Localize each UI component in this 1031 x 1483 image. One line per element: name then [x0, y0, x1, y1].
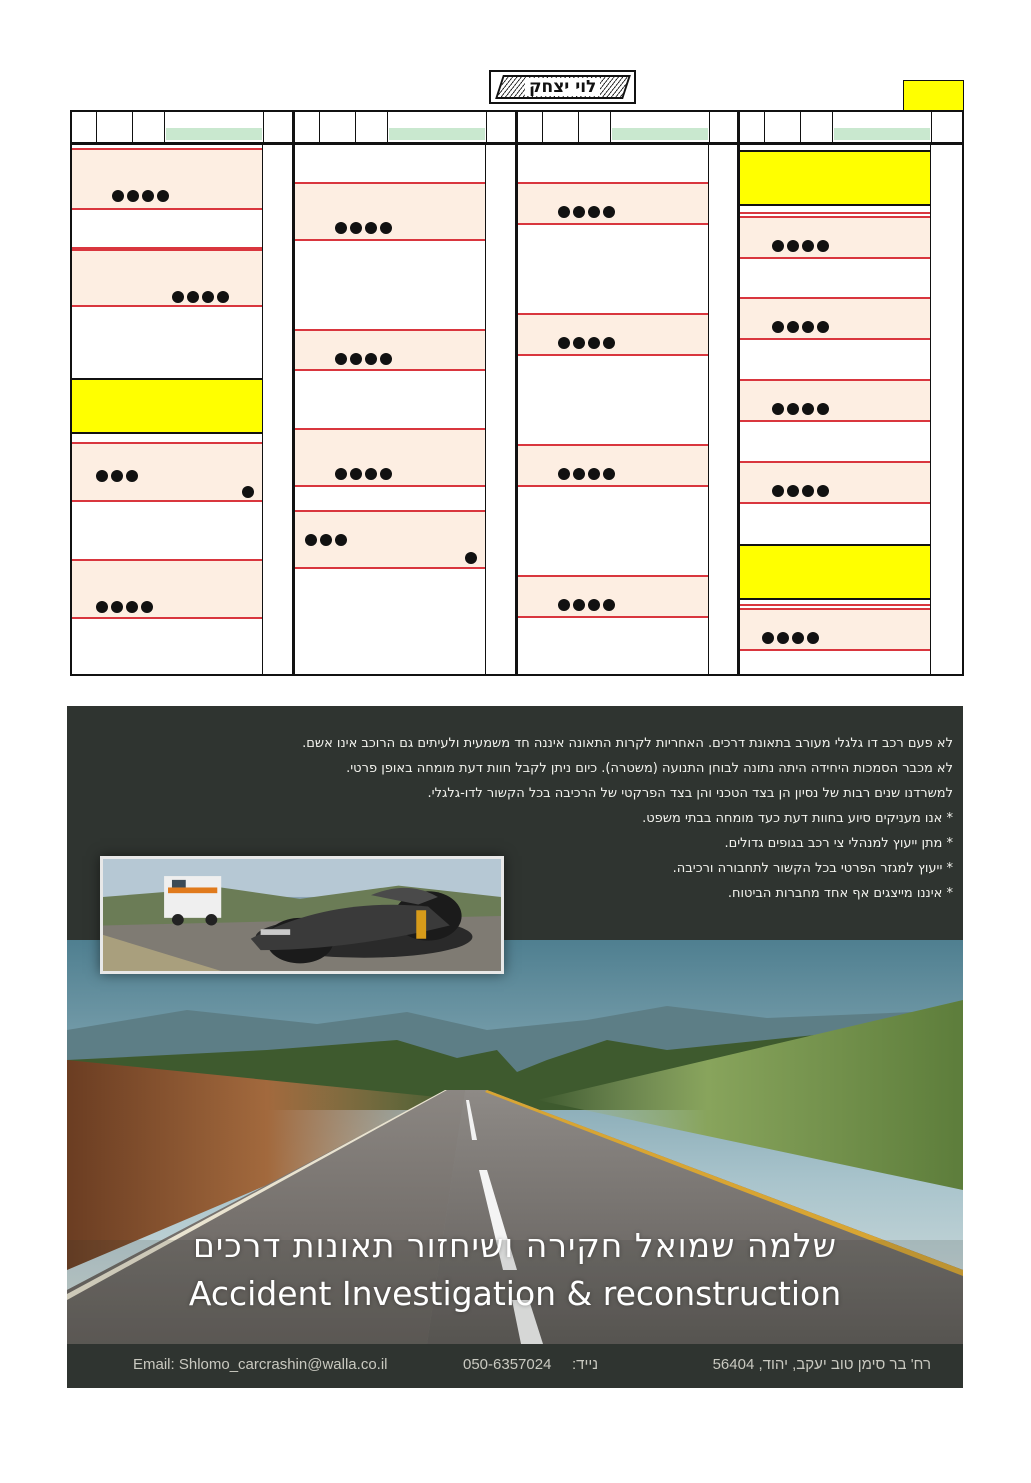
- schedule-row: [740, 297, 930, 340]
- highlight-row: [72, 378, 262, 434]
- marker-dots: [305, 534, 347, 546]
- board-column-1: [72, 112, 292, 674]
- ad-contact-footer: [67, 1344, 963, 1388]
- schedule-row: [518, 575, 708, 618]
- board-column-4: [740, 112, 962, 674]
- marker-dots: [96, 601, 153, 613]
- schedule-row: [72, 442, 262, 502]
- header-green-cell: [612, 128, 708, 140]
- marker-dots: [112, 190, 169, 202]
- marker-dots: [762, 632, 819, 644]
- ad-paragraph-line: לא פעם רכב דו גלגלי מעורב בתאונת דרכים. האחריות לקרות התאונה איננה חד משמעית ולעיתים גם הרוכב אינו אשם.: [302, 736, 953, 751]
- schedule-row: [72, 148, 262, 210]
- logo-text: לוי יצחק: [525, 78, 600, 96]
- marker-dots: [772, 403, 829, 415]
- advertisement: [67, 706, 963, 1388]
- marker-dot: [465, 552, 477, 564]
- schedule-row: [295, 510, 485, 569]
- schedule-row: [295, 428, 485, 487]
- marker-dot: [242, 486, 254, 498]
- marker-dots: [772, 485, 829, 497]
- ad-bullet: * איננו מייצגים אף אחד מחברות הביטוח.: [727, 886, 953, 901]
- marker-dots: [335, 222, 392, 234]
- ad-bullet: * מתן ייעוץ למנהלי צי רכב בגופים גדולים.: [724, 836, 953, 851]
- ad-bullet: * אנו מעניקים סיוע בחוות דעת כעד מומחה בבתי משפט.: [642, 811, 953, 826]
- header-green-cell: [834, 128, 930, 140]
- schedule-row: [72, 249, 262, 307]
- schedule-board: [70, 110, 964, 676]
- marker-dots: [335, 468, 392, 480]
- schedule-row: [72, 559, 262, 619]
- marker-dots: [558, 599, 615, 611]
- marker-dots: [172, 291, 229, 303]
- contact-address: רח' בר סימן טוב יעקב, יהוד, 56404: [712, 1356, 931, 1373]
- highlight-row: [740, 150, 930, 206]
- schedule-row: [518, 313, 708, 356]
- schedule-row: [295, 329, 485, 371]
- contact-phone-label: נייד:: [572, 1356, 599, 1373]
- contact-email[interactable]: Email: Shlomo_carcrashin@walla.co.il: [133, 1356, 388, 1373]
- headline-english: Accident Investigation & reconstruction: [188, 1274, 842, 1313]
- marker-dots: [558, 206, 615, 218]
- schedule-row: [740, 461, 930, 504]
- schedule-row: [518, 444, 708, 487]
- accident-photo: [100, 856, 504, 974]
- schedule-row: [740, 216, 930, 259]
- ad-bullet: * ייעוץ למגזר הפרטי בכל הקשור לתחבורה ורכיבה.: [672, 861, 953, 876]
- header-green-cell: [166, 128, 262, 140]
- schedule-row: [740, 379, 930, 422]
- highlight-row: [740, 544, 930, 600]
- contact-phone: 050-6357024: [463, 1356, 552, 1373]
- logo: [489, 70, 636, 104]
- schedule-row: [740, 608, 930, 651]
- marker-dots: [558, 468, 615, 480]
- headline-hebrew: שלמה שמואל חקירה ושיחזור תאונות דרכים: [192, 1226, 838, 1265]
- marker-dots: [96, 470, 138, 482]
- marker-dots: [772, 240, 829, 252]
- ad-paragraph-line: לא מכבר הסמכות היחידה היתה נתונה לבוחן התנועה (משטרה). כיום ניתן לקבל חוות דעת מומחה באופן פרטי.: [346, 761, 953, 776]
- ad-paragraph-line: למשרדנו שנים רבות של נסיון הן בצד הטכני והן בצד הפרקטי של הרכיבה בכל הקשור לדו-גלגלי.: [427, 786, 953, 801]
- marker-dots: [335, 353, 392, 365]
- header-green-cell: [389, 128, 485, 140]
- marker-dots: [772, 321, 829, 333]
- schedule-row: [518, 182, 708, 225]
- schedule-row: [295, 182, 485, 241]
- logo-frame: [495, 75, 631, 99]
- board-column-3: [518, 112, 737, 674]
- yellow-corner-box: [903, 80, 964, 111]
- board-column-2: [295, 112, 515, 674]
- marker-dots: [558, 337, 615, 349]
